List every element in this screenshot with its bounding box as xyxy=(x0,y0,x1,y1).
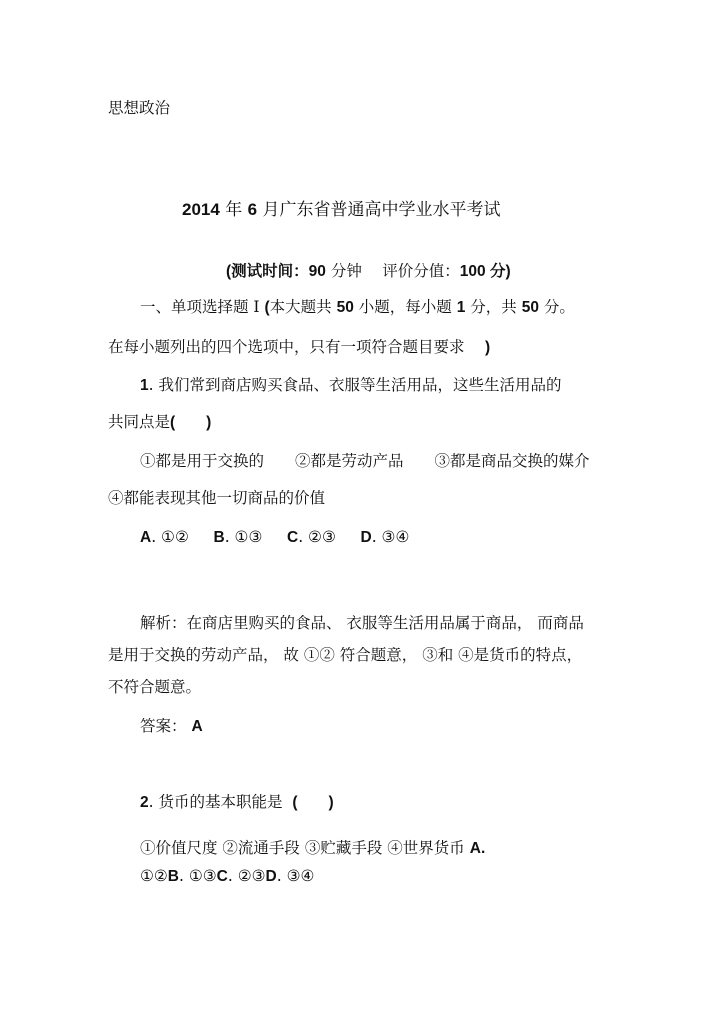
subject-header: 思想政治 xyxy=(108,99,171,117)
question-1-analysis-line2: 是用于交换的劳动产品， 故 ①② 符合题意， ③和 ④是货币的特点， xyxy=(108,646,583,664)
question-1-stem-line2: 共同点是( ) xyxy=(108,413,212,431)
exam-title: 2014 年 6 月广东省普通高中学业水平考试 xyxy=(182,200,501,220)
question-1-choices xyxy=(140,527,409,548)
exam-meta: (测试时间：90 分钟 评价分值：100 分) xyxy=(226,262,511,280)
question-1-options-line1: ①都是用于交换的 ②都是劳动产品 ③都是商品交换的媒介 xyxy=(140,452,590,470)
question-2-options-line2: ①②B. ①③C. ②③D. ③④ xyxy=(140,867,315,885)
question-1-analysis-line1: 解析：在商店里购买的食品、 衣服等生活用品属于商品， 而商品 xyxy=(140,614,584,632)
choice-d: D. ③④ xyxy=(360,528,410,546)
question-2-options-line1: ①价值尺度 ②流通手段 ③贮藏手段 ④世界货币 A. xyxy=(140,839,486,857)
question-1-answer: 答案： A xyxy=(140,717,203,735)
choice-a: A. ①② xyxy=(140,528,189,546)
section-instruction-line2: 在每小题列出的四个选项中，只有一项符合题目要求 ) xyxy=(108,338,491,356)
section-instruction-line1: 一、单项选择题 Ⅰ (本大题共 50 小题，每小题 1 分，共 50 分。 xyxy=(140,298,575,316)
choice-b: B. ①③ xyxy=(213,528,263,546)
question-1-analysis-line3: 不符合题意。 xyxy=(108,678,202,696)
question-1-stem-line1: 1. 我们常到商店购买食品、衣服等生活用品，这些生活用品的 xyxy=(140,376,562,394)
question-2-stem: 2. 货币的基本职能是 ( ) xyxy=(140,793,334,811)
question-1-options-line2: ④都能表现其他一切商品的价值 xyxy=(108,489,326,507)
choice-c: C. ②③ xyxy=(287,528,336,546)
